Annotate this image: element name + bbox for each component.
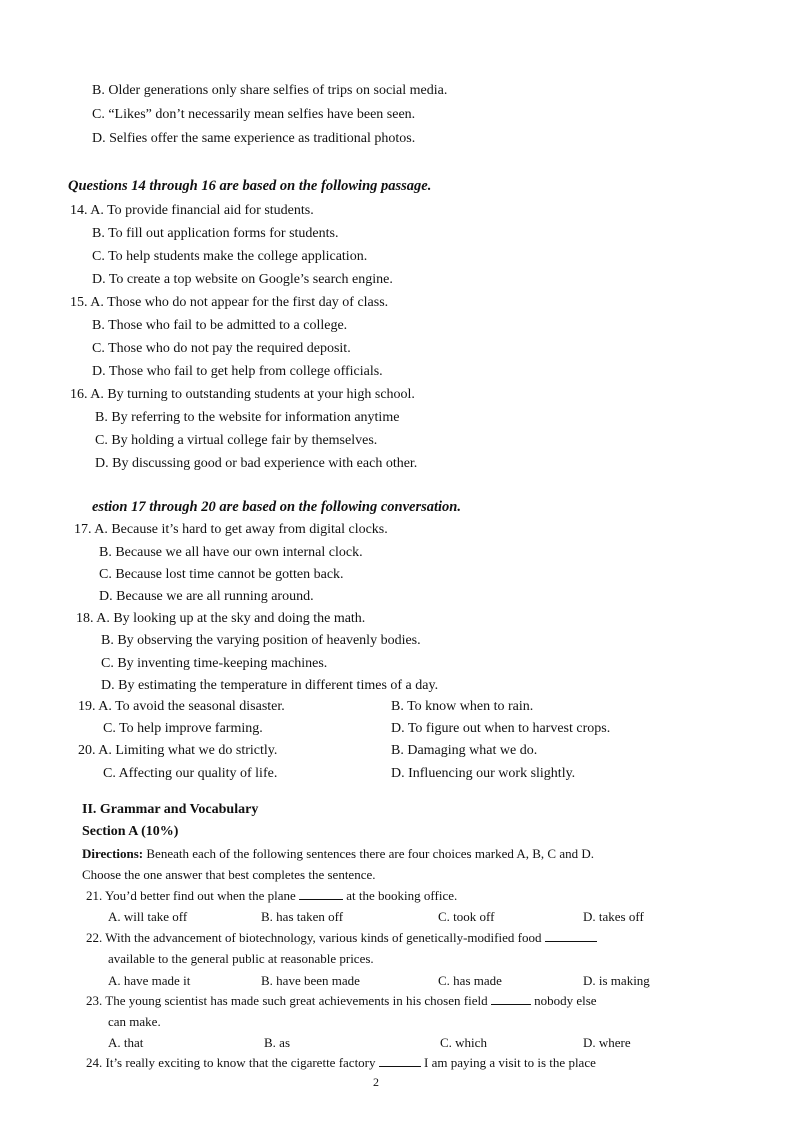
question-text: 18. A. By looking up at the sky and doing the math. [76,611,366,626]
option-text: B. Those who fail to be admitted to a college. [92,318,348,333]
option-text: C. which [440,1035,487,1050]
option-text: B. To know when to rain. [391,699,534,714]
option-text: B. Older generations only share selfies of trips on social media. [92,83,448,98]
option-text: B. Damaging what we do. [391,743,538,758]
option-text: C. Affecting our quality of life. [103,766,278,781]
section-title: Section A (10%) [82,824,179,839]
option-text: C. To help students make the college application. [92,249,368,264]
answer-blank [491,992,531,1005]
answer-blank [545,929,597,942]
option-text: D. Because we are all running around. [99,589,314,604]
option-text: C. took off [438,909,495,924]
question-text: 19. A. To avoid the seasonal disaster. [78,699,285,714]
question-text: 17. A. Because it’s hard to get away from digital clocks. [74,522,388,537]
directions-text-2: Choose the one answer that best completes the sentence. [82,867,376,882]
section-heading: estion 17 through 20 are based on the following conversation. [92,499,461,515]
option-text: C. By inventing time-keeping machines. [101,656,328,671]
option-text: D. Selfies offer the same experience as traditional photos. [92,131,416,146]
option-text: C. Because lost time cannot be gotten back. [99,567,344,582]
option-text: D. By discussing good or bad experience with each other. [95,456,418,471]
question-text [86,992,597,1010]
option-text: C. Those who do not pay the required deposit. [92,341,351,356]
option-text: B. By referring to the website for information anytime [95,410,400,425]
question-text-cont: available to the general public at reasonable prices. [108,951,374,966]
option-text: D. Those who fail to get help from college officials. [92,364,383,379]
question-text: 15. A. Those who do not appear for the first day of class. [70,295,389,310]
answer-blank [299,887,343,900]
option-text: A. that [108,1035,144,1050]
page-number: 2 [373,1075,379,1089]
option-text: C. has made [438,973,502,988]
question-text-cont: can make. [108,1014,161,1029]
question-stem-end: nobody else [534,993,597,1008]
option-text: D. To create a top website on Google’s search engine. [92,272,393,287]
question-stem-end: I am paying a visit to is the place [424,1055,596,1070]
question-text: 20. A. Limiting what we do strictly. [78,743,278,758]
directions [82,845,594,863]
question-text [86,1054,596,1072]
question-text [86,887,457,905]
option-text: D. takes off [583,909,644,924]
question-stem-end: at the booking office. [346,888,458,903]
option-text: C. “Likes” don’t necessarily mean selfies have been seen. [92,107,416,122]
option-text: C. By holding a virtual college fair by themselves. [95,433,378,448]
option-text: D. By estimating the temperature in different times of a day. [101,678,439,693]
part-title: II. Grammar and Vocabulary [82,802,259,817]
option-text: C. To help improve farming. [103,721,263,736]
directions-label: Directions: [82,846,144,861]
option-text: D. where [583,1035,631,1050]
section-heading: Questions 14 through 16 are based on the following passage. [68,178,432,194]
question-text [86,929,597,947]
question-text: 14. A. To provide financial aid for students. [70,203,314,218]
option-text: B. Because we all have our own internal clock. [99,545,363,560]
option-text: D. To figure out when to harvest crops. [391,721,611,736]
option-text: B. as [264,1035,290,1050]
answer-blank [379,1054,421,1067]
option-text: D. Influencing our work slightly. [391,766,576,781]
option-text: A. will take off [108,909,188,924]
option-text: B. have been made [261,973,360,988]
option-text: B. has taken off [261,909,344,924]
question-stem: 23. The young scientist has made such great achievements in his chosen field [86,993,488,1008]
option-text: B. By observing the varying position of heavenly bodies. [101,633,421,648]
option-text: A. have made it [108,973,191,988]
question-stem: 22. With the advancement of biotechnology, various kinds of genetically-modified food [86,930,542,945]
directions-text: Beneath each of the following sentences there are four choices marked A, B, C and D. [143,846,595,861]
question-stem: 21. You’d better find out when the plane [86,888,296,903]
question-stem: 24. It’s really exciting to know that the cigarette factory [86,1055,376,1070]
option-text: B. To fill out application forms for students. [92,226,339,241]
option-text: D. is making [583,973,650,988]
question-text: 16. A. By turning to outstanding students at your high school. [70,387,415,402]
